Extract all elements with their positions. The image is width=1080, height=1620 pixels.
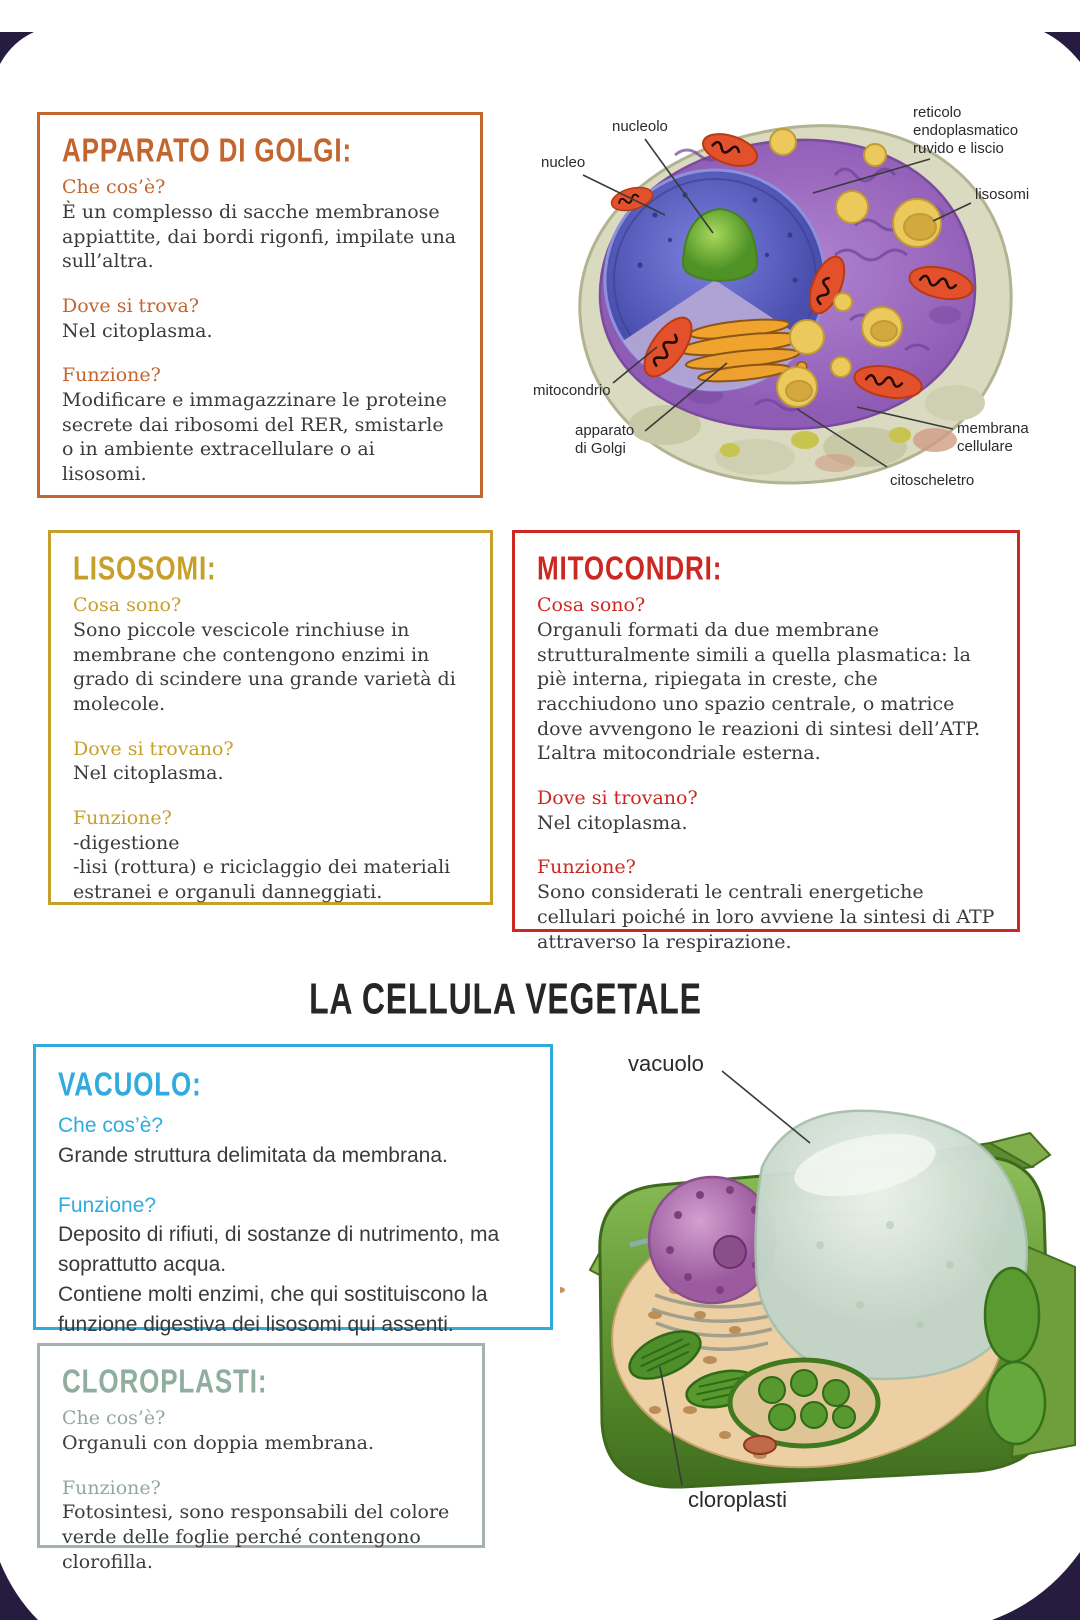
label-lisosomi: lisosomi xyxy=(975,186,1030,203)
label-membrana-2: cellulare xyxy=(957,438,1013,455)
question-label: Che cos’è? xyxy=(58,1114,164,1138)
vacuolo-box-title: VACUOLO: xyxy=(58,1065,202,1104)
lisosomi-box-title: LISOSOMI: xyxy=(73,549,217,587)
answer-text: Nel citoplasma. xyxy=(73,762,224,785)
question-label: Funzione? xyxy=(537,856,636,879)
label-reticolo-2: endoplasmatico xyxy=(913,122,1019,139)
answer-text: -digestione xyxy=(73,831,180,854)
plant-cell-diagram xyxy=(560,1015,1080,1520)
label-golgi-2: di Golgi xyxy=(575,440,626,457)
answer-text: È un complesso di sacche membranose appiattite, dai bordi rigonfi, impilate una sull’altra. xyxy=(62,200,457,273)
question-label: Funzione? xyxy=(73,807,172,830)
label-vacuolo: vacuolo xyxy=(628,1051,704,1076)
mitocondri-box-title: MITOCONDRI: xyxy=(537,549,723,587)
answer-text: Fotosintesi, sono responsabili del colore verde delle foglie perché contengono clorofilla. xyxy=(62,1501,450,1573)
label-nucleolo: nucleolo xyxy=(612,118,668,135)
answer-text: Sono piccole vescicole rinchiuse in membrane che contengono enzimi in grado di scindere una grande varietà di molecole. xyxy=(73,618,456,716)
answer-text: Modificare e immagazzinare le proteine secrete dai ribosomi del RER, smistarle o in ambiente extracellulare o ai lisosomi. xyxy=(62,389,447,486)
label-citoscheletro: citoscheletro xyxy=(890,472,975,489)
label-golgi-1: apparato xyxy=(575,422,635,439)
vacuolo-box xyxy=(33,1044,553,1336)
mitocondri-box xyxy=(512,530,1020,953)
question-label: Funzione? xyxy=(58,1193,157,1217)
answer-text: L’altra mitocondriale esterna. xyxy=(537,742,821,765)
golgi-box xyxy=(37,112,483,498)
label-reticolo-1: reticolo xyxy=(913,104,962,121)
question-label: Cosa sono? xyxy=(73,594,182,617)
label-membrana-1: membrana xyxy=(957,420,1029,437)
answer-text: Nel citoplasma. xyxy=(62,319,213,342)
corner-wedge-top-right xyxy=(1044,32,1080,62)
question-label: Che cos’è? xyxy=(62,1407,166,1430)
corner-wedge-top-left xyxy=(0,32,34,64)
cloroplasti-box xyxy=(37,1343,485,1573)
answer-text: Sono considerati le centrali energetiche cellulari poiché in loro avviene la sintesi di ATP attraverso la respirazione. xyxy=(537,881,995,953)
answer-text: Organuli formati da due membrane strutturalmente simili a quella plasmatica: la piè interna, ripiegata in creste, che racchiudono uno spazio centrale, o matrice dove avvengono le reazioni di sintesi dell’ATP. xyxy=(537,618,981,740)
question-label: Dove si trovano? xyxy=(537,787,698,810)
answer-text: Deposito di rifiuti, di sostanze di nutrimento, ma soprattutto acqua. xyxy=(58,1223,500,1277)
animal-cell-diagram xyxy=(505,95,1070,490)
corner-wedge-bottom-right xyxy=(992,1552,1080,1620)
question-label: Funzione? xyxy=(62,364,161,387)
answer-text: Nel citoplasma. xyxy=(537,811,688,834)
question-label: Funzione? xyxy=(62,1476,161,1499)
answer-text: Organuli con doppia membrana. xyxy=(62,1431,374,1454)
label-mitocondrio: mitocondrio xyxy=(533,382,611,399)
cloroplasti-box-title: CLOROPLASTI: xyxy=(62,1362,268,1400)
question-label: Cosa sono? xyxy=(537,594,646,617)
central-vacuole xyxy=(756,1111,1027,1379)
corner-wedge-bottom-left xyxy=(0,1562,38,1620)
label-nucleo: nucleo xyxy=(541,154,586,171)
answer-text: Grande struttura delimitata da membrana. xyxy=(58,1143,448,1167)
label-cloroplasti: cloroplasti xyxy=(688,1487,788,1512)
question-label: Dove si trovano? xyxy=(73,737,234,760)
lisosomi-box xyxy=(48,530,493,905)
question-label: Che cos’è? xyxy=(62,176,166,199)
answer-text: -lisi (rottura) e riciclaggio dei materiali estranei e organuli danneggiati. xyxy=(73,856,451,904)
question-label: Dove si trova? xyxy=(62,295,199,318)
section-title: LA CELLULA VEGETALE xyxy=(308,974,702,1023)
golgi-box-title: APPARATO DI GOLGI: xyxy=(62,131,352,169)
answer-text: Contiene molti enzimi, che qui sostituiscono la funzione digestiva dei lisosomi qui assenti. xyxy=(58,1283,488,1336)
label-reticolo-3: ruvido e liscio xyxy=(913,140,1004,157)
